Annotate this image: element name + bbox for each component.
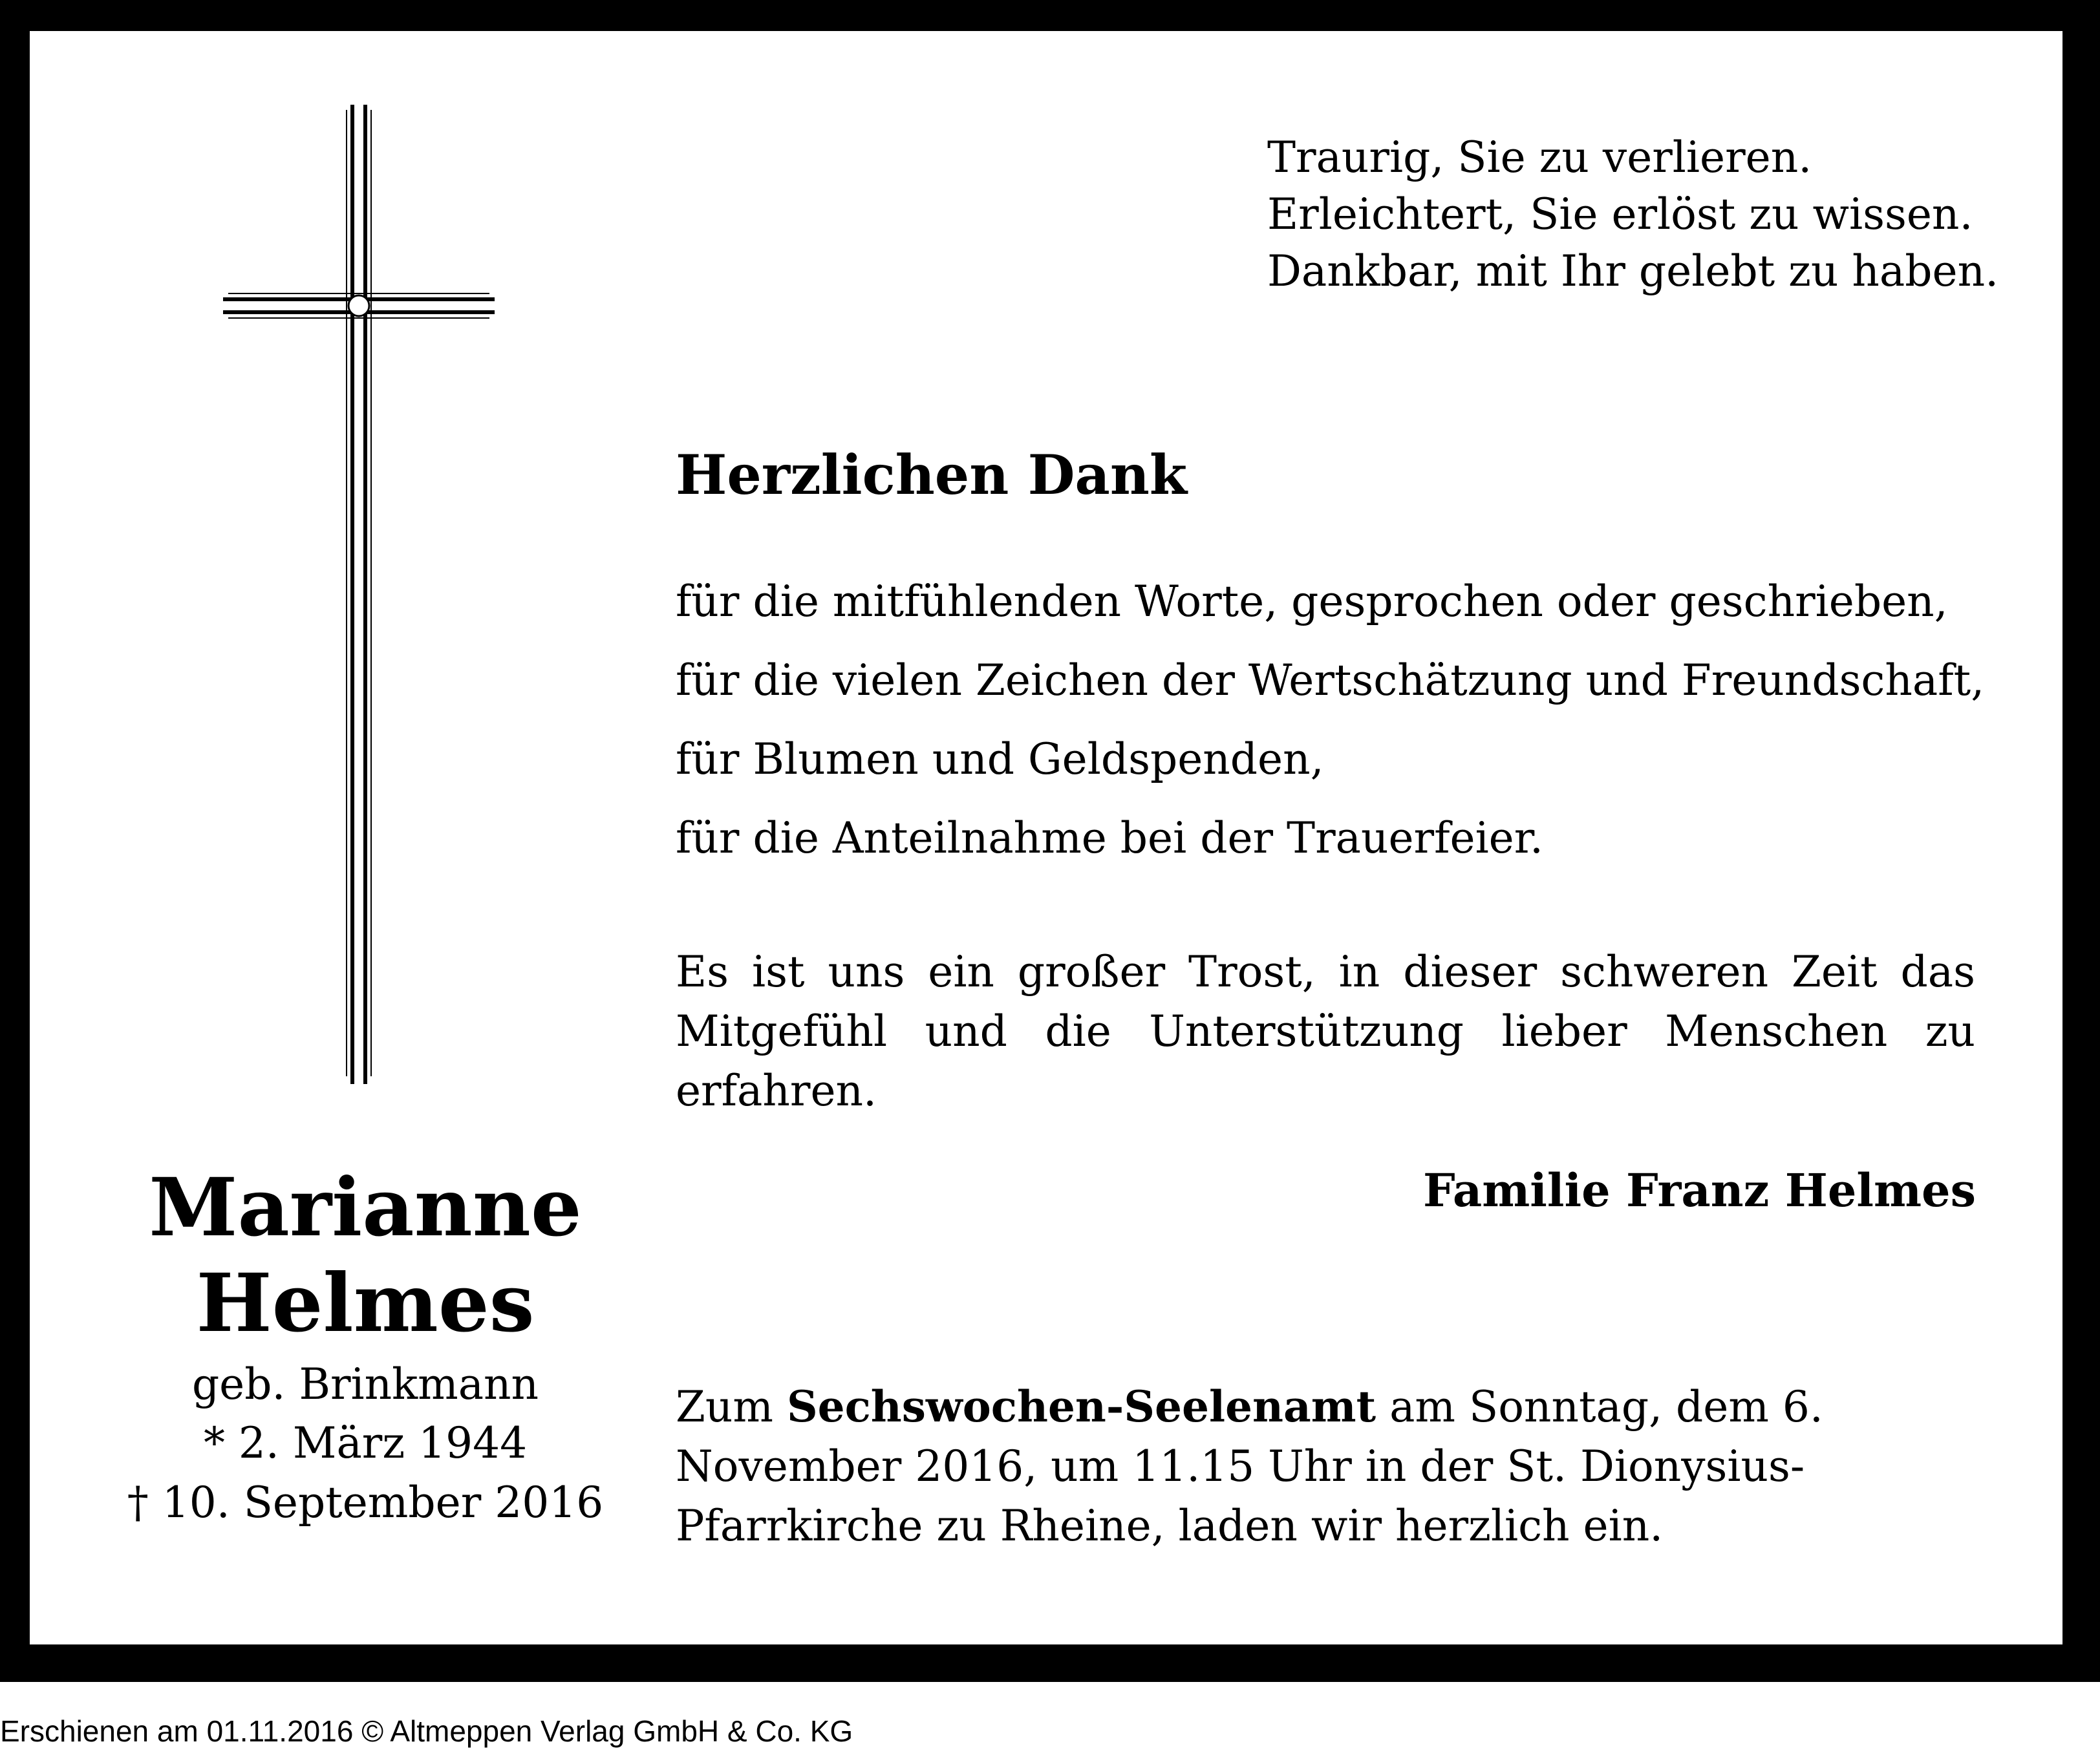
deceased-first-name: Marianne	[149, 1161, 582, 1255]
thanks-line: für die Anteilnahme bei der Trauerfeier.	[676, 813, 1544, 863]
poem	[1267, 129, 1998, 300]
mass-invitation	[676, 1377, 1975, 1556]
thanks-line: für Blumen und Geldspenden,	[676, 734, 1324, 784]
poem-line: Traurig, Sie zu verlieren.	[1267, 133, 1812, 182]
invitation-service-name: Sechswochen-Seelenamt	[786, 1381, 1377, 1432]
deceased-last-name: Helmes	[196, 1257, 535, 1350]
thanks-line: für die vielen Zeichen der Wertschätzung und Freundschaft,	[676, 655, 1985, 705]
deceased-block	[91, 1160, 640, 1533]
publication-footer: Erschienen am 01.11.2016 © Altmeppen Verlag GmbH & Co. KG	[0, 1714, 853, 1748]
consolation-paragraph: Es ist uns ein großer Trost, in dieser schweren Zeit das Mitgefühl und die Unterstützung lieber Menschen zu erfahren.	[676, 947, 1975, 1116]
thanks-heading: Herzlichen Dank	[676, 443, 1188, 507]
deceased-maiden-name: geb. Brinkmann	[191, 1359, 539, 1409]
invitation-details: am Sonntag, dem 6. November 2016, um 11.15 Uhr in der St. Dionysius-Pfarrkirche zu Rheine, laden wir herzlich ein.	[676, 1382, 1823, 1551]
family-signature: Familie Franz Helmes	[1423, 1164, 1976, 1217]
thanks-line: für die mitfühlenden Worte, gesprochen oder geschrieben,	[676, 577, 1948, 626]
death-date: † 10. September 2016	[127, 1478, 604, 1527]
birth-date: * 2. März 1944	[203, 1418, 528, 1468]
poem-line: Dankbar, mit Ihr gelebt zu haben.	[1267, 246, 1999, 296]
invitation-prefix: Zum	[676, 1382, 787, 1432]
cross-icon	[210, 97, 508, 1092]
poem-line: Erleichtert, Sie erlöst zu wissen.	[1267, 189, 1973, 239]
thanks-list	[676, 562, 1984, 878]
